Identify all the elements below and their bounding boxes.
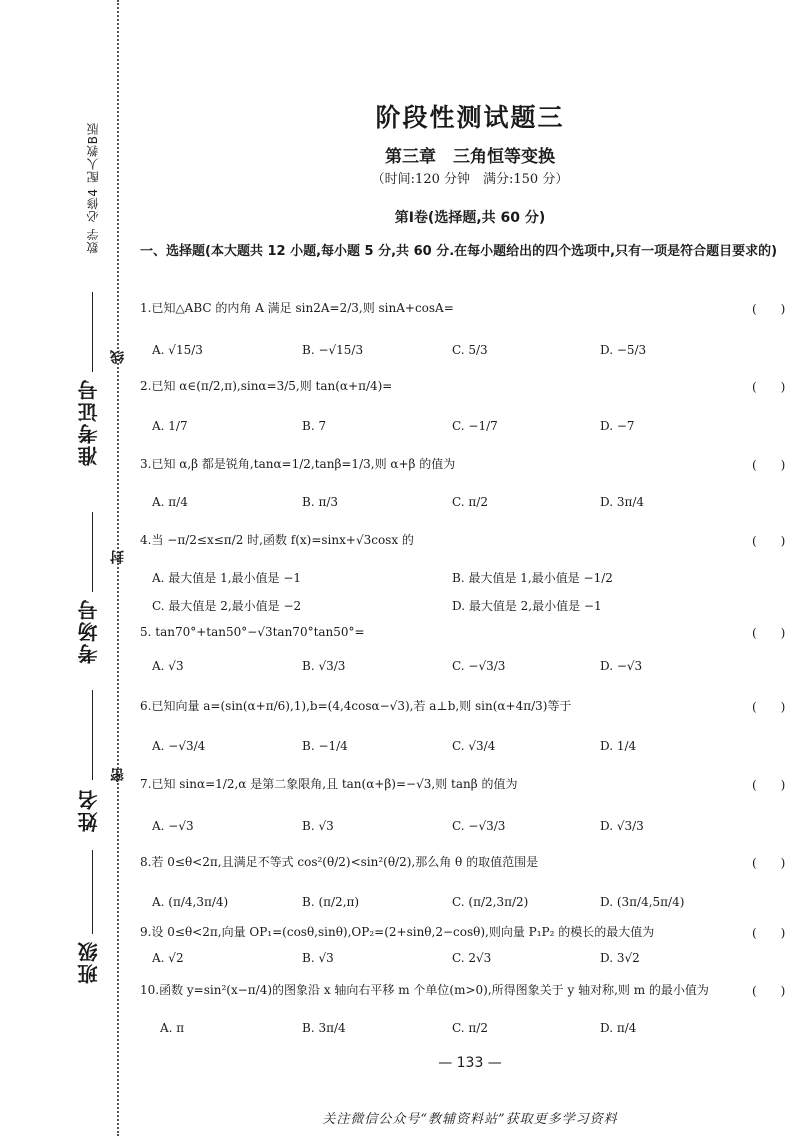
question-8-answer-paren: ( ) [752, 856, 786, 870]
question-1-answer-paren: ( ) [752, 302, 786, 316]
question-2-option-c: C. −1/7 [452, 419, 498, 433]
binding-margin [0, 0, 126, 1136]
question-9-option-c: C. 2√3 [452, 951, 492, 965]
footer-note: 关注微信公众号“教辅资料站”获取更多学习资料 [322, 1112, 618, 1127]
question-8-option-b: B. (π/2,π) [302, 895, 360, 909]
question-9-stem: 9.设 0≤θ<2π,向量 OP₁=(cosθ,sinθ),OP₂=(2+sinθ,2−cosθ),则向量 P₁P₂ 的模长的最大值为 [140, 925, 655, 939]
page-number: — 133 — [438, 1055, 502, 1071]
part-title: 第Ⅰ卷(选择题,共 60 分) [394, 210, 546, 226]
question-3-stem: 3.已知 α,β 都是锐角,tanα=1/2,tanβ=1/3,则 α+β 的值为 [140, 457, 456, 471]
question-6-option-c: C. √3/4 [452, 739, 496, 753]
question-10-option-a: A. π [160, 1021, 185, 1035]
field-exam-room-label: 考场号 [77, 598, 101, 664]
question-6-answer-paren: ( ) [752, 700, 786, 714]
question-4-option-d: D. 最大值是 2,最小值是 −1 [452, 599, 602, 613]
question-8-option-c: C. (π/2,3π/2) [452, 895, 529, 909]
field-class-blank [92, 850, 93, 934]
question-1-option-b: B. −√15/3 [302, 343, 364, 357]
question-10-option-d: D. π/4 [600, 1021, 637, 1035]
question-7-option-a: A. −√3 [152, 819, 194, 833]
question-3-option-b: B. π/3 [302, 495, 339, 509]
question-5-answer-paren: ( ) [752, 626, 786, 640]
question-4-answer-paren: ( ) [752, 534, 786, 548]
question-3-option-a: A. π/4 [152, 495, 188, 509]
question-5-option-a: A. √3 [152, 659, 184, 673]
field-name-label: 姓名 [77, 788, 101, 832]
question-8-stem: 8.若 0≤θ<2π,且满足不等式 cos²(θ/2)<sin²(θ/2),那么角 θ 的取值范围是 [140, 855, 539, 869]
question-8-option-d: D. (3π/4,5π/4) [600, 895, 685, 909]
question-9-option-d: D. 3√2 [600, 951, 640, 965]
seal-mark-seal: 封 [110, 550, 126, 564]
section-heading: 一、选择题(本大题共 12 小题,每小题 5 分,共 60 分.在每小题给出的四个选项中,只有一项是符合题目要求的) [140, 244, 778, 259]
seal-mark-secret: 密 [110, 768, 126, 782]
question-9-option-b: B. √3 [302, 951, 334, 965]
question-5-option-b: B. √3/3 [302, 659, 346, 673]
question-3-option-d: D. 3π/4 [600, 495, 645, 509]
question-10-option-b: B. 3π/4 [302, 1021, 346, 1035]
field-name-blank [92, 690, 93, 780]
time-info: （时间:120 分钟 满分:150 分） [371, 172, 569, 187]
question-2-option-d: D. −7 [600, 419, 635, 433]
perforation-dotted-line [117, 0, 119, 1136]
question-2-answer-paren: ( ) [752, 380, 786, 394]
field-exam-room-blank [92, 512, 93, 592]
question-4-option-a: A. 最大值是 1,最小值是 −1 [152, 571, 302, 585]
page-title: 阶段性测试题三 [375, 103, 565, 132]
question-3-option-c: C. π/2 [452, 495, 488, 509]
question-10-option-c: C. π/2 [452, 1021, 488, 1035]
question-5-option-d: D. −√3 [600, 659, 643, 673]
question-5-stem: 5. tan70°+tan50°−√3tan70°tan50°= [140, 625, 365, 639]
question-7-option-c: C. −√3/3 [452, 819, 506, 833]
field-class-label: 班级 [77, 940, 101, 984]
question-1-option-a: A. √15/3 [152, 343, 203, 357]
question-1-stem: 1.已知△ABC 的内角 A 满足 sin2A=2/3,则 sinA+cosA= [140, 301, 454, 315]
book-info: 数学 必修4 配人教B版 [86, 122, 100, 254]
question-9-option-a: A. √2 [152, 951, 184, 965]
question-6-option-b: B. −1/4 [302, 739, 348, 753]
question-4-option-b: B. 最大值是 1,最小值是 −1/2 [452, 571, 613, 585]
question-5-option-c: C. −√3/3 [452, 659, 506, 673]
question-10-answer-paren: ( ) [752, 984, 786, 998]
question-4-stem: 4.当 −π/2≤x≤π/2 时,函数 f(x)=sinx+√3cosx 的 [140, 533, 414, 547]
question-1-option-d: D. −5/3 [600, 343, 647, 357]
question-2-option-b: B. 7 [302, 419, 327, 433]
question-7-option-b: B. √3 [302, 819, 334, 833]
question-7-answer-paren: ( ) [752, 778, 786, 792]
question-6-stem: 6.已知向量 a=(sin(α+π/6),1),b=(4,4cosα−√3),若 a⊥b,则 sin(α+4π/3)等于 [140, 699, 572, 713]
field-admission-number-blank [92, 292, 93, 372]
question-4-option-c: C. 最大值是 2,最小值是 −2 [152, 599, 302, 613]
field-admission-number-label: 准考证号 [77, 378, 101, 466]
question-7-option-d: D. √3/3 [600, 819, 644, 833]
question-7-stem: 7.已知 sinα=1/2,α 是第二象限角,且 tan(α+β)=−√3,则 tanβ 的值为 [140, 777, 518, 791]
question-3-answer-paren: ( ) [752, 458, 786, 472]
question-8-option-a: A. (π/4,3π/4) [152, 895, 229, 909]
question-2-option-a: A. 1/7 [152, 419, 188, 433]
question-2-stem: 2.已知 α∈(π/2,π),sinα=3/5,则 tan(α+π/4)= [140, 379, 393, 393]
question-6-option-a: A. −√3/4 [152, 739, 206, 753]
question-9-answer-paren: ( ) [752, 926, 786, 940]
chapter-title: 第三章 三角恒等变换 [385, 147, 555, 167]
seal-mark-line: 线 [110, 350, 126, 364]
question-10-stem: 10.函数 y=sin²(x−π/4)的图象沿 x 轴向右平移 m 个单位(m>0),所得图象关于 y 轴对称,则 m 的最小值为 [140, 983, 709, 997]
question-6-option-d: D. 1/4 [600, 739, 637, 753]
question-1-option-c: C. 5/3 [452, 343, 488, 357]
